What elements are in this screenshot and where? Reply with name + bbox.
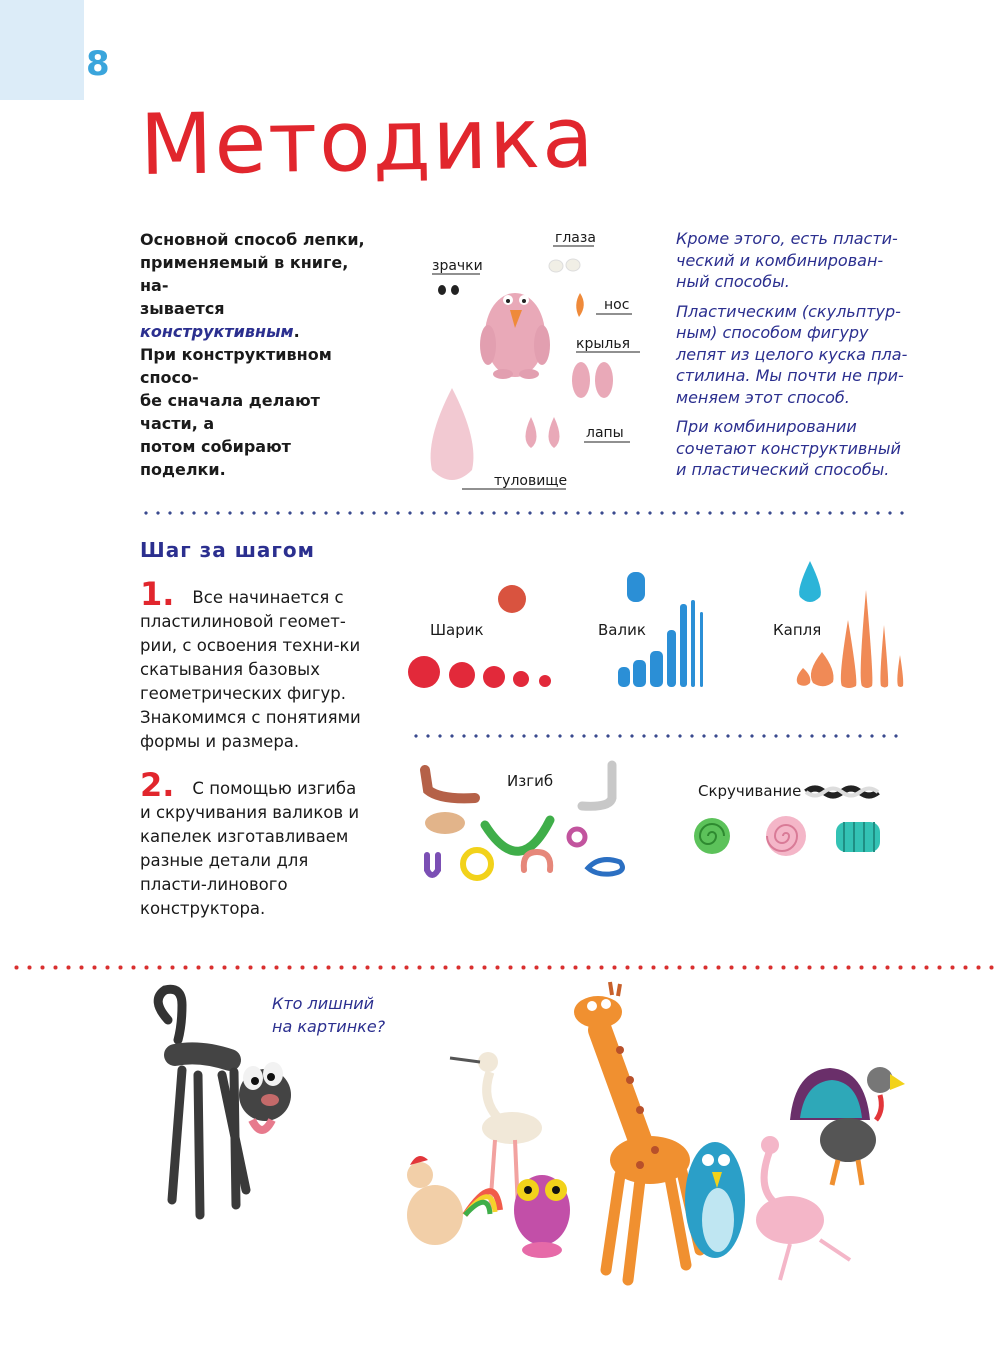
side-text — [676, 228, 916, 489]
side-paragraph: При комбинировании сочетают конструктивный и пластический способы. — [676, 417, 901, 479]
step-1 — [140, 575, 370, 754]
page-title: Методика — [139, 88, 597, 194]
step-text: С помощью изгиба и скручивания валиков и капелек изготавливаем разные детали для пласти-линового конструктора. — [140, 779, 360, 918]
question-text: Кто лишний на картинке? — [272, 994, 386, 1036]
stork-figure — [450, 1052, 542, 1210]
rooster-figure — [407, 1156, 500, 1245]
label-eyes: глаза — [555, 230, 596, 246]
step-2 — [140, 766, 370, 921]
label-wings: крылья — [576, 336, 631, 352]
label-body: туловище — [494, 473, 568, 489]
label-twist: Скручивание — [698, 782, 802, 800]
side-paragraph: Пластическим (скульптур-ным) способом фигуру лепят из целого куска пла-стилина. Мы почти не при-меняем этот способ. — [676, 301, 908, 407]
owl-figure — [514, 1175, 570, 1258]
step-number: 2. — [140, 766, 175, 804]
label-ball: Шарик — [430, 621, 484, 639]
red-dotted-divider — [10, 965, 1000, 970]
intro-text: Основной способ лепки, применяемый в книге, на- зывается конструктивным. При конструктивном спосо- бе сначала делают части, а потом собирают поделки. — [140, 230, 365, 479]
dotted-divider — [140, 511, 905, 515]
label-drop: Капля — [773, 621, 822, 639]
dotted-divider — [410, 734, 905, 738]
step-text: Все начинается с пластилиновой геомет-рии, с освоения техни-ки скатывания базовых геометрических фигур. Знакомимся с понятиями формы и размера. — [140, 588, 361, 751]
label-bend: Изгиб — [507, 772, 554, 790]
side-paragraph: Кроме этого, есть пласти-ческий и комбинирован-ный способы. — [676, 229, 898, 291]
emphasis-term: конструктивным — [140, 322, 294, 341]
steps-heading: Шаг за шагом — [140, 538, 315, 562]
giraffe-figure — [574, 982, 700, 1280]
page-number: 8 — [86, 44, 110, 84]
flamingo-figure — [756, 1136, 850, 1280]
penguin-figure — [685, 1142, 745, 1258]
step-number: 1. — [140, 575, 175, 613]
label-paws: лапы — [586, 425, 624, 441]
page-tab — [0, 0, 84, 100]
label-nose: нос — [604, 297, 630, 313]
label-roll: Валик — [598, 621, 646, 639]
label-pupils: зрачки — [432, 258, 483, 274]
turkey-figure — [790, 1067, 905, 1185]
